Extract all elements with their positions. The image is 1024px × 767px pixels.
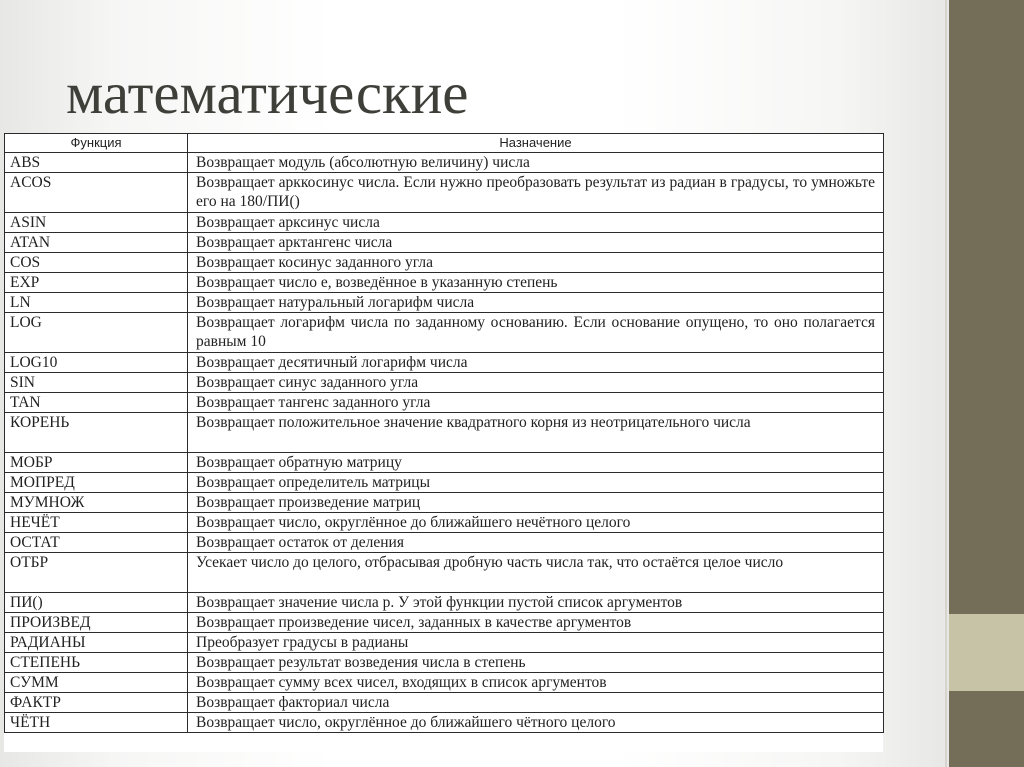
table-row — [5, 493, 884, 513]
function-name-cell: МОБР — [5, 453, 188, 473]
function-description-cell: Возвращает десятичный логарифм числа — [188, 353, 884, 373]
function-description-cell: Возвращает арксинус числа — [188, 213, 884, 233]
function-name-cell: КОРЕНЬ — [5, 413, 188, 453]
table-row — [5, 713, 884, 733]
function-name-cell: ФАКТР — [5, 693, 188, 713]
table-row — [5, 233, 884, 253]
function-description-cell: Возвращает результат возведения числа в степень — [188, 653, 884, 673]
table-row — [5, 393, 884, 413]
table-row — [5, 593, 884, 613]
function-description-cell: Возвращает остаток от деления — [188, 533, 884, 553]
table-row — [5, 173, 884, 213]
function-name-cell: МОПРЕД — [5, 473, 188, 493]
function-name-cell: РАДИАНЫ — [5, 633, 188, 653]
table-row — [5, 293, 884, 313]
table-row — [5, 273, 884, 293]
function-name-cell: ABS — [5, 153, 188, 173]
function-name-cell: TAN — [5, 393, 188, 413]
table-row — [5, 473, 884, 493]
function-description-cell: Возвращает число, округлённое до ближайшего чётного целого — [188, 713, 884, 733]
function-name-cell: ОСТАТ — [5, 533, 188, 553]
header-purpose: Назначение — [188, 134, 884, 153]
function-description-cell: Преобразует градусы в радианы — [188, 633, 884, 653]
function-description-cell: Возвращает сумму всех чисел, входящих в список аргументов — [188, 673, 884, 693]
table-row — [5, 693, 884, 713]
function-description-cell: Возвращает факториал числа — [188, 693, 884, 713]
function-description-cell: Возвращает значение числа p. У этой функции пустой список аргументов — [188, 593, 884, 613]
function-name-cell: ATAN — [5, 233, 188, 253]
table-row — [5, 153, 884, 173]
function-name-cell: ПРОИЗВЕД — [5, 613, 188, 633]
function-name-cell: EXP — [5, 273, 188, 293]
slide-title: математические — [66, 60, 469, 126]
function-name-cell: SIN — [5, 373, 188, 393]
table-header-row — [5, 134, 884, 153]
function-name-cell: СУММ — [5, 673, 188, 693]
table-row — [5, 513, 884, 533]
table-row — [5, 533, 884, 553]
function-description-cell: Возвращает произведение чисел, заданных в качестве аргументов — [188, 613, 884, 633]
function-name-cell: LOG10 — [5, 353, 188, 373]
function-description-cell: Возвращает арккосинус числа. Если нужно преобразовать результат из радиан в градусы, то умножьте его на 180/ПИ() — [188, 173, 884, 213]
function-description-cell: Возвращает натуральный логарифм числа — [188, 293, 884, 313]
function-description-cell: Усекает число до целого, отбрасывая дробную часть числа так, что остаётся целое число — [188, 553, 884, 593]
function-description-cell: Возвращает положительное значение квадратного корня из неотрицательного числа — [188, 413, 884, 453]
function-name-cell: LOG — [5, 313, 188, 353]
table-row — [5, 373, 884, 393]
function-name-cell: НЕЧЁТ — [5, 513, 188, 533]
function-description-cell: Возвращает модуль (абсолютную величину) числа — [188, 153, 884, 173]
table-row — [5, 213, 884, 233]
function-description-cell: Возвращает определитель матрицы — [188, 473, 884, 493]
function-name-cell: COS — [5, 253, 188, 273]
function-description-cell: Возвращает тангенс заданного угла — [188, 393, 884, 413]
function-name-cell: ACOS — [5, 173, 188, 213]
function-name-cell: ASIN — [5, 213, 188, 233]
table-body — [5, 153, 884, 733]
table-row — [5, 633, 884, 653]
function-description-cell: Возвращает косинус заданного угла — [188, 253, 884, 273]
function-name-cell: ЧЁТН — [5, 713, 188, 733]
table-row — [5, 673, 884, 693]
function-description-cell: Возвращает обратную матрицу — [188, 453, 884, 473]
table-row — [5, 613, 884, 633]
functions-table — [4, 133, 884, 733]
function-name-cell: ОТБР — [5, 553, 188, 593]
table-row — [5, 413, 884, 453]
slide-side-accent — [949, 614, 1024, 691]
table-row — [5, 653, 884, 673]
header-function: Функция — [5, 134, 188, 153]
function-name-cell: МУМНОЖ — [5, 493, 188, 513]
table-row — [5, 253, 884, 273]
function-name-cell: LN — [5, 293, 188, 313]
function-description-cell: Возвращает логарифм числа по заданному основанию. Если основание опущено, то оно полагается равным 10 — [188, 313, 884, 353]
table-row — [5, 353, 884, 373]
function-name-cell: СТЕПЕНЬ — [5, 653, 188, 673]
functions-table-container — [4, 133, 883, 752]
function-name-cell: ПИ() — [5, 593, 188, 613]
function-description-cell: Возвращает арктангенс числа — [188, 233, 884, 253]
function-description-cell: Возвращает число, округлённое до ближайшего нечётного целого — [188, 513, 884, 533]
table-row — [5, 453, 884, 473]
function-description-cell: Возвращает произведение матриц — [188, 493, 884, 513]
table-row — [5, 313, 884, 353]
slide-divider-line — [945, 0, 947, 767]
function-description-cell: Возвращает синус заданного угла — [188, 373, 884, 393]
table-row — [5, 553, 884, 593]
function-description-cell: Возвращает число e, возведённое в указанную степень — [188, 273, 884, 293]
